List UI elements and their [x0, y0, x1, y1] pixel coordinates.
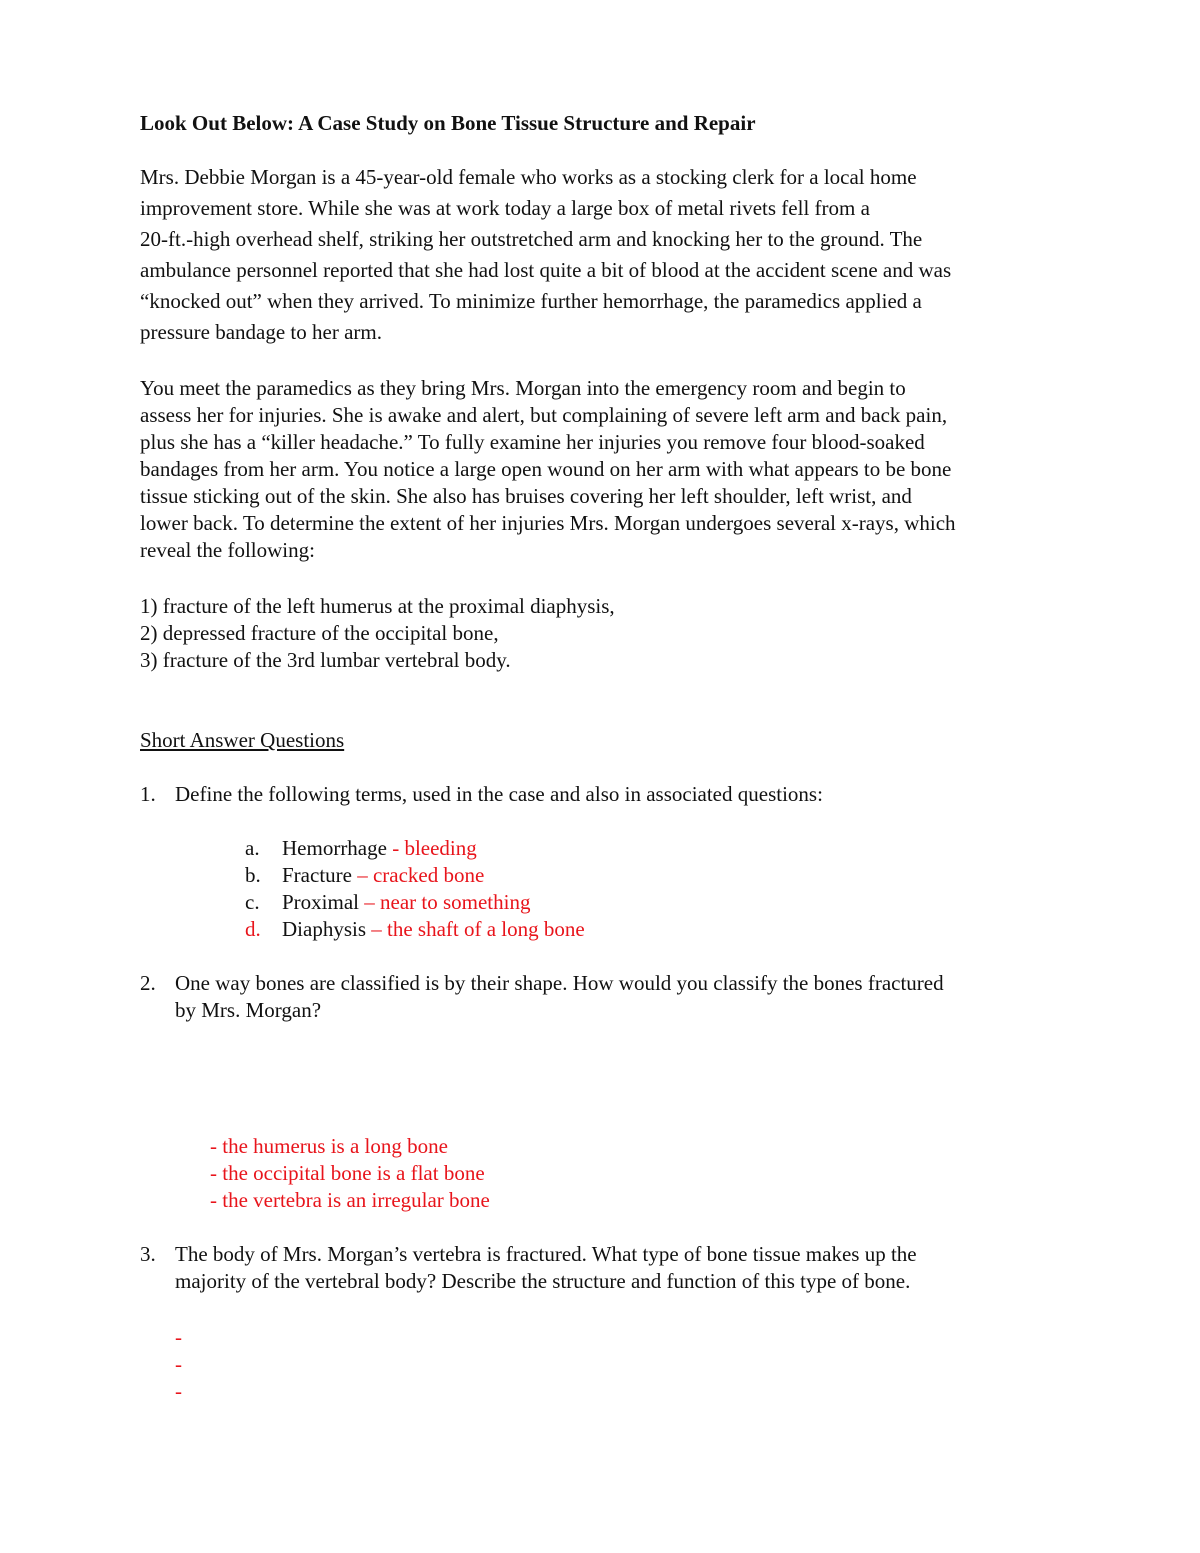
term-letter: d.: [245, 917, 261, 941]
term-letter: a.: [245, 836, 260, 860]
question-line: The body of Mrs. Morgan’s vertebra is fractured. What type of bone tissue makes up the: [175, 1242, 917, 1266]
answer-bullet: -: [175, 1325, 182, 1349]
question-3-text: [175, 1241, 917, 1295]
document-title: Look Out Below: A Case Study on Bone Tissue Structure and Repair: [140, 111, 756, 135]
term-definition: [282, 916, 585, 943]
question-2-text: [175, 970, 944, 1024]
term-answer: – near to something: [364, 890, 531, 914]
paragraph-line: Mrs. Debbie Morgan is a 45-year-old female who works as a stocking clerk for a local home: [140, 165, 917, 189]
term-answer: – cracked bone: [357, 863, 485, 887]
term-name: Fracture: [282, 863, 358, 887]
paragraph-line: “knocked out” when they arrived. To minimize further hemorrhage, the paramedics applied a: [140, 289, 922, 313]
paragraph-line: lower back. To determine the extent of her injuries Mrs. Morgan undergoes several x-rays, which: [140, 511, 956, 535]
finding-item: 3) fracture of the 3rd lumbar vertebral body.: [140, 648, 511, 672]
question-line: by Mrs. Morgan?: [175, 998, 322, 1022]
case-paragraph-2: [140, 375, 956, 564]
question-1-text: Define the following terms, used in the case and also in associated questions:: [175, 782, 823, 806]
paragraph-line: plus she has a “killer headache.” To fully examine her injuries you remove four blood-soaked: [140, 430, 925, 454]
term-name: Proximal: [282, 890, 365, 914]
paragraph-line: tissue sticking out of the skin. She also has bruises covering her left shoulder, left wrist, and: [140, 484, 912, 508]
answer-line: - the humerus is a long bone: [210, 1134, 448, 1158]
xray-findings-list: [140, 593, 615, 674]
question-line: One way bones are classified is by their shape. How would you classify the bones fractured: [175, 971, 944, 995]
paragraph-line: 20-ft.-high overhead shelf, striking her outstretched arm and knocking her to the ground. The: [140, 227, 923, 251]
answer-bullet: -: [175, 1352, 182, 1376]
question-line: majority of the vertebral body? Describe the structure and function of this type of bone.: [175, 1269, 911, 1293]
answer-line: - the vertebra is an irregular bone: [210, 1188, 490, 1212]
term-definition: [282, 862, 484, 889]
term-letter: b.: [245, 863, 261, 887]
term-name: Hemorrhage: [282, 836, 393, 860]
paragraph-line: pressure bandage to her arm.: [140, 320, 382, 344]
question-number: 1.: [140, 782, 156, 806]
paragraph-line: assess her for injuries. She is awake and alert, but complaining of severe left arm and back pain,: [140, 403, 948, 427]
term-letter: c.: [245, 890, 260, 914]
question-number: 3.: [140, 1242, 156, 1266]
paragraph-line: ambulance personnel reported that she had lost quite a bit of blood at the accident scene and was: [140, 258, 952, 282]
paragraph-line: bandages from her arm. You notice a large open wound on her arm with what appears to be bone: [140, 457, 952, 481]
paragraph-line: You meet the paramedics as they bring Mrs. Morgan into the emergency room and begin to: [140, 376, 906, 400]
section-heading: Short Answer Questions: [140, 728, 345, 752]
term-answer: – the shaft of a long bone: [371, 917, 585, 941]
term-definition: [282, 889, 530, 916]
finding-item: 1) fracture of the left humerus at the proximal diaphysis,: [140, 594, 615, 618]
question-number: 2.: [140, 971, 156, 995]
answer-line: - the occipital bone is a flat bone: [210, 1161, 485, 1185]
finding-item: 2) depressed fracture of the occipital bone,: [140, 621, 499, 645]
answer-bullet: -: [175, 1379, 182, 1403]
case-paragraph-1: [140, 162, 951, 348]
term-name: Diaphysis: [282, 917, 372, 941]
paragraph-line: reveal the following:: [140, 538, 315, 562]
term-answer: - bleeding: [392, 836, 477, 860]
paragraph-line: improvement store. While she was at work today a large box of metal rivets fell from a: [140, 196, 870, 220]
term-definition: [282, 835, 477, 862]
